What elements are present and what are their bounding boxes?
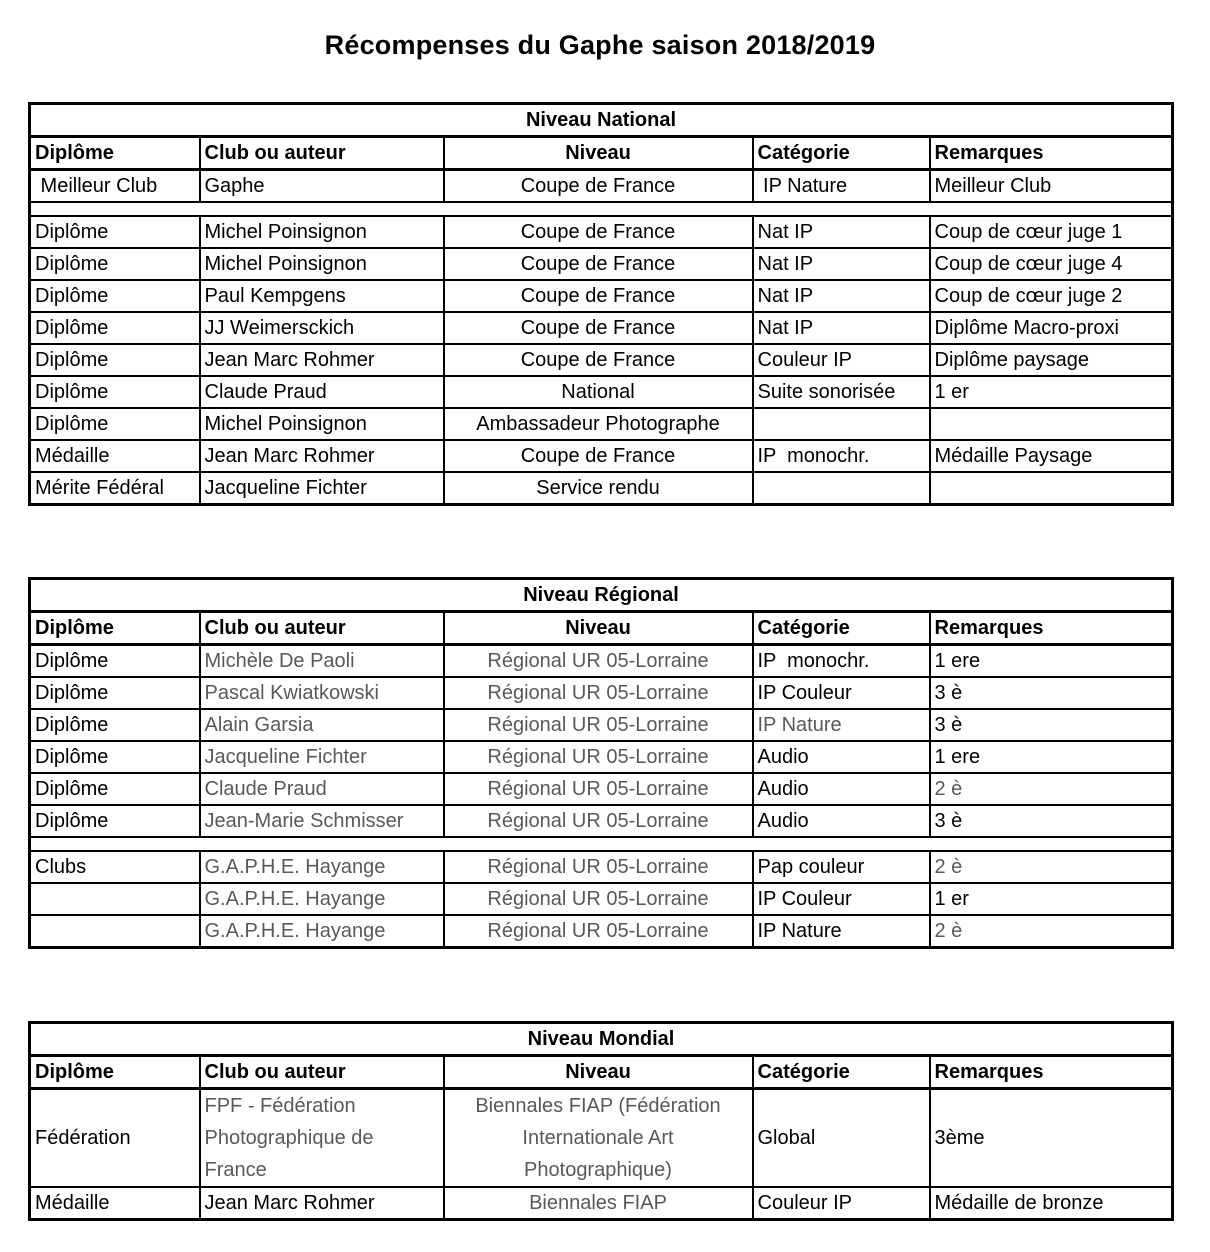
cell-club: Pascal Kwiatkowski xyxy=(200,677,444,709)
cell-niveau: Coupe de France xyxy=(444,248,753,280)
table-row xyxy=(30,915,1173,948)
cell-niveau: Régional UR 05-Lorraine xyxy=(444,773,753,805)
table-row xyxy=(30,709,1173,741)
cell-categorie: Couleur IP xyxy=(753,1187,930,1220)
section-heading: Niveau Régional xyxy=(30,579,1173,612)
column-header-row xyxy=(30,612,1173,645)
cell-remarques: Coup de cœur juge 4 xyxy=(930,248,1173,280)
cell-club: Claude Praud xyxy=(200,773,444,805)
col-header-categorie: Catégorie xyxy=(753,1056,930,1089)
column-header-row xyxy=(30,137,1173,170)
cell-diplome: Diplôme xyxy=(30,312,200,344)
cell-niveau: Régional UR 05-Lorraine xyxy=(444,851,753,883)
cell-remarques: Médaille de bronze xyxy=(930,1187,1173,1220)
table-row xyxy=(30,883,1173,915)
cell-diplome: Diplôme xyxy=(30,805,200,837)
cell-niveau: Régional UR 05-Lorraine xyxy=(444,883,753,915)
spacer-row xyxy=(30,837,1173,851)
cell-niveau: Coupe de France xyxy=(444,312,753,344)
cell-diplome: Diplôme xyxy=(30,645,200,678)
cell-diplome: Diplôme xyxy=(30,248,200,280)
cell-remarques xyxy=(930,472,1173,505)
col-header-remarques: Remarques xyxy=(930,1056,1173,1089)
cell-niveau: Régional UR 05-Lorraine xyxy=(444,805,753,837)
table-row xyxy=(30,1187,1173,1220)
cell-diplome: Clubs xyxy=(30,851,200,883)
cell-categorie: IP Nature xyxy=(753,915,930,948)
col-header-diplome: Diplôme xyxy=(30,137,200,170)
cell-categorie: Global xyxy=(753,1089,930,1188)
table-row xyxy=(30,312,1173,344)
cell-categorie: Nat IP xyxy=(753,216,930,248)
cell-remarques: 2 è xyxy=(930,851,1173,883)
cell-diplome: Diplôme xyxy=(30,773,200,805)
cell-diplome: Diplôme xyxy=(30,741,200,773)
col-header-categorie: Catégorie xyxy=(753,612,930,645)
cell-niveau: Régional UR 05-Lorraine xyxy=(444,741,753,773)
cell-club: Michel Poinsignon xyxy=(200,216,444,248)
cell-categorie: Nat IP xyxy=(753,312,930,344)
cell-niveau: Régional UR 05-Lorraine xyxy=(444,677,753,709)
cell-niveau: Biennales FIAP xyxy=(444,1187,753,1220)
spacer-row xyxy=(30,202,1173,216)
cell-remarques: 1 er xyxy=(930,376,1173,408)
cell-niveau: Régional UR 05-Lorraine xyxy=(444,915,753,948)
table-row xyxy=(30,773,1173,805)
cell-categorie: IP monochr. xyxy=(753,440,930,472)
col-header-club: Club ou auteur xyxy=(200,1056,444,1089)
cell-niveau: Ambassadeur Photographe xyxy=(444,408,753,440)
cell-remarques xyxy=(930,408,1173,440)
mondial-awards-table xyxy=(28,1021,1174,1221)
table-row xyxy=(30,376,1173,408)
cell-remarques: Diplôme Macro-proxi xyxy=(930,312,1173,344)
cell-club: Jacqueline Fichter xyxy=(200,472,444,505)
table-row xyxy=(30,280,1173,312)
col-header-diplome: Diplôme xyxy=(30,612,200,645)
section-heading: Niveau National xyxy=(30,104,1173,137)
cell-categorie: Audio xyxy=(753,741,930,773)
cell-niveau: Coupe de France xyxy=(444,216,753,248)
cell-categorie: Couleur IP xyxy=(753,344,930,376)
cell-remarques: 1 ere xyxy=(930,645,1173,678)
cell-diplome: Diplôme xyxy=(30,216,200,248)
table-row xyxy=(30,248,1173,280)
col-header-categorie: Catégorie xyxy=(753,137,930,170)
cell-niveau: Régional UR 05-Lorraine xyxy=(444,709,753,741)
table-row xyxy=(30,216,1173,248)
cell-club: Jacqueline Fichter xyxy=(200,741,444,773)
cell-niveau: Coupe de France xyxy=(444,280,753,312)
cell-categorie: Pap couleur xyxy=(753,851,930,883)
cell-remarques: Coup de cœur juge 1 xyxy=(930,216,1173,248)
cell-club: G.A.P.H.E. Hayange xyxy=(200,851,444,883)
cell-club: Michel Poinsignon xyxy=(200,248,444,280)
cell-categorie: IP Nature xyxy=(753,170,930,203)
cell-niveau: Coupe de France xyxy=(444,344,753,376)
cell-club: Michèle De Paoli xyxy=(200,645,444,678)
regional-awards-table xyxy=(28,577,1174,949)
col-header-club: Club ou auteur xyxy=(200,137,444,170)
cell-diplome: Diplôme xyxy=(30,376,200,408)
cell-remarques: 3ème xyxy=(930,1089,1173,1188)
cell-club: Jean Marc Rohmer xyxy=(200,1187,444,1220)
cell-diplome xyxy=(30,915,200,948)
cell-club: Alain Garsia xyxy=(200,709,444,741)
table-row xyxy=(30,472,1173,505)
cell-diplome: Médaille xyxy=(30,1187,200,1220)
table-row xyxy=(30,805,1173,837)
cell-niveau: Coupe de France xyxy=(444,170,753,203)
cell-diplome: Médaille xyxy=(30,440,200,472)
cell-club: Michel Poinsignon xyxy=(200,408,444,440)
table-row xyxy=(30,408,1173,440)
cell-categorie: Nat IP xyxy=(753,248,930,280)
col-header-niveau: Niveau xyxy=(444,137,753,170)
cell-diplome: Mérite Fédéral xyxy=(30,472,200,505)
cell-categorie xyxy=(753,408,930,440)
cell-remarques: 1 er xyxy=(930,883,1173,915)
cell-categorie: Nat IP xyxy=(753,280,930,312)
col-header-niveau: Niveau xyxy=(444,612,753,645)
table-row xyxy=(30,170,1173,203)
cell-remarques: 3 è xyxy=(930,677,1173,709)
cell-niveau: Biennales FIAP (Fédération Internationale Art Photographique) xyxy=(444,1089,753,1188)
cell-club: Gaphe xyxy=(200,170,444,203)
cell-niveau: National xyxy=(444,376,753,408)
cell-remarques: Diplôme paysage xyxy=(930,344,1173,376)
cell-club: Jean Marc Rohmer xyxy=(200,344,444,376)
cell-club: Jean-Marie Schmisser xyxy=(200,805,444,837)
cell-club: JJ Weimersckich xyxy=(200,312,444,344)
cell-club: G.A.P.H.E. Hayange xyxy=(200,915,444,948)
cell-club: Jean Marc Rohmer xyxy=(200,440,444,472)
col-header-remarques: Remarques xyxy=(930,612,1173,645)
cell-remarques: 3 è xyxy=(930,805,1173,837)
col-header-remarques: Remarques xyxy=(930,137,1173,170)
cell-categorie: IP monochr. xyxy=(753,645,930,678)
cell-club: G.A.P.H.E. Hayange xyxy=(200,883,444,915)
table-row xyxy=(30,741,1173,773)
cell-remarques: 2 è xyxy=(930,773,1173,805)
table-row xyxy=(30,677,1173,709)
col-header-niveau: Niveau xyxy=(444,1056,753,1089)
cell-club: Claude Praud xyxy=(200,376,444,408)
cell-remarques: Coup de cœur juge 2 xyxy=(930,280,1173,312)
cell-diplome: Diplôme xyxy=(30,280,200,312)
col-header-diplome: Diplôme xyxy=(30,1056,200,1089)
cell-club: Paul Kempgens xyxy=(200,280,444,312)
cell-diplome: Diplôme xyxy=(30,408,200,440)
cell-categorie: Suite sonorisée xyxy=(753,376,930,408)
cell-categorie: IP Couleur xyxy=(753,883,930,915)
cell-categorie xyxy=(753,472,930,505)
cell-remarques: Meilleur Club xyxy=(930,170,1173,203)
cell-categorie: Audio xyxy=(753,773,930,805)
cell-diplome: Diplôme xyxy=(30,677,200,709)
cell-niveau: Régional UR 05-Lorraine xyxy=(444,645,753,678)
cell-diplome xyxy=(30,883,200,915)
cell-club: FPF - Fédération Photographique de France xyxy=(200,1089,444,1188)
cell-diplome: Fédération xyxy=(30,1089,200,1188)
cell-categorie: Audio xyxy=(753,805,930,837)
table-row xyxy=(30,645,1173,678)
cell-diplome: Diplôme xyxy=(30,709,200,741)
cell-remarques: 3 è xyxy=(930,709,1173,741)
column-header-row xyxy=(30,1056,1173,1089)
cell-remarques: Médaille Paysage xyxy=(930,440,1173,472)
page-title: Récompenses du Gaphe saison 2018/2019 xyxy=(324,30,876,60)
table-row xyxy=(30,440,1173,472)
cell-diplome: Diplôme xyxy=(30,344,200,376)
cell-remarques: 1 ere xyxy=(930,741,1173,773)
col-header-club: Club ou auteur xyxy=(200,612,444,645)
table-row xyxy=(30,1089,1173,1188)
table-row xyxy=(30,344,1173,376)
section-heading: Niveau Mondial xyxy=(30,1023,1173,1056)
cell-diplome: Meilleur Club xyxy=(30,170,200,203)
cell-niveau: Coupe de France xyxy=(444,440,753,472)
national-awards-table xyxy=(28,102,1174,506)
table-row xyxy=(30,851,1173,883)
cell-niveau: Service rendu xyxy=(444,472,753,505)
cell-categorie: IP Nature xyxy=(753,709,930,741)
cell-categorie: IP Couleur xyxy=(753,677,930,709)
cell-remarques: 2 è xyxy=(930,915,1173,948)
